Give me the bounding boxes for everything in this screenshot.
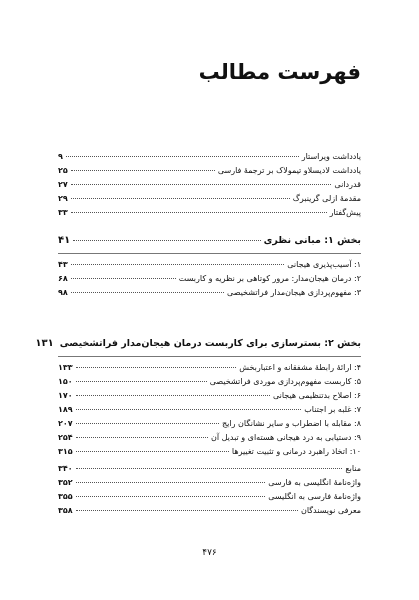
toc-entry-page-number: ۹ [58, 152, 63, 161]
toc-row [58, 403, 361, 417]
toc-entry-label: ۶: اصلاح بدتنظیمی هیجانی [272, 391, 361, 400]
toc-row [58, 389, 361, 403]
toc-entry-label: ۹: دستیابی به درد هیجانی هسته‌ای و تبدیل آن [210, 433, 361, 442]
toc-row [58, 490, 361, 504]
toc-entry-page-number: ۳۳ [58, 208, 68, 217]
toc-entry-page-number: ۶۸ [58, 274, 68, 283]
toc-entry-label: ۲: درمان هیجان‌مدار: مرور کوتاهی بر نظریه و کاربست [178, 274, 361, 283]
toc-row [58, 375, 361, 389]
toc-entry-page-number: ۳۵۵ [58, 492, 73, 501]
toc-entry-label: یادداشت ویراستار [301, 152, 361, 161]
toc-entry-page-number: ۲۵۴ [58, 433, 73, 442]
dot-leader [66, 156, 299, 157]
dot-leader [76, 367, 237, 368]
toc-entry-label: معرفی نویسندگان [300, 506, 361, 515]
toc-entry-label: پیش‌گفتار [329, 208, 361, 217]
page-number: ۴۷۶ [202, 548, 217, 558]
toc-entry-label: واژه‌نامۀ انگلیسی به فارسی [268, 478, 361, 487]
part1-block [58, 232, 361, 300]
toc-entry-page-number: ۳۴۰ [58, 464, 73, 473]
toc-row [58, 361, 361, 375]
back-matter-list [58, 462, 361, 518]
toc-entry-label: واژه‌نامۀ فارسی به انگلیسی [268, 492, 361, 501]
toc-entry-label: مقدمۀ ازلی گرینبرگ [292, 194, 361, 203]
toc-entry-page-number: ۹۸ [58, 288, 68, 297]
dot-leader [76, 451, 229, 452]
dot-leader [76, 395, 270, 396]
section-row [58, 232, 361, 250]
toc-row [58, 150, 361, 164]
toc-entry-page-number: ۴۱ [58, 235, 71, 246]
page-title: فهرست مطالب [198, 60, 361, 84]
dot-leader [76, 468, 343, 469]
toc-entry-label: ۴: ارائۀ رابطۀ مشفقانه و اعتباربخش [239, 363, 361, 372]
dot-leader [71, 292, 224, 293]
toc-row [58, 258, 361, 272]
section-divider [58, 253, 361, 254]
toc-entry-page-number: ۲۵ [58, 166, 68, 175]
section-divider [58, 356, 361, 357]
toc-row [58, 178, 361, 192]
toc-row [58, 192, 361, 206]
dot-leader [76, 496, 266, 497]
dot-leader [71, 198, 290, 199]
toc-entry-label: یادداشت لادیسلاو تیمولاک بر ترجمۀ فارسی [217, 166, 361, 175]
dot-leader [76, 381, 207, 382]
toc-row [58, 417, 361, 431]
section-title: بخش ۱: مبانی نظری [263, 235, 361, 246]
toc-entry-page-number: ۴۳ [58, 260, 68, 269]
dot-leader [76, 437, 208, 438]
section-row [35, 335, 361, 353]
dot-leader [76, 482, 266, 483]
toc-entry-page-number: ۱۳۳ [58, 363, 73, 372]
toc-entry-page-number: ۱۳۱ [35, 338, 54, 349]
toc-entry-page-number: ۱۸۹ [58, 405, 73, 414]
dot-leader [73, 240, 260, 241]
part2-block [35, 335, 361, 459]
dot-leader [71, 184, 332, 185]
front-matter-list [58, 150, 361, 220]
toc-entry-label: قدردانی [334, 180, 361, 189]
toc-entry-page-number: ۳۵۸ [58, 506, 73, 515]
toc-row [58, 476, 361, 490]
toc-entry-page-number: ۱۷۰ [58, 391, 73, 400]
toc-row [58, 286, 361, 300]
toc-entry-label: ۸: مقابله با اضطراب و سایر نشانگان رایج [221, 419, 361, 428]
toc-row [58, 206, 361, 220]
toc-entry-page-number: ۳۱۵ [58, 447, 73, 456]
toc-entry-page-number: ۲۹ [58, 194, 68, 203]
dot-leader [76, 510, 298, 511]
dot-leader [71, 170, 215, 171]
dot-leader [71, 212, 327, 213]
toc-row [58, 272, 361, 286]
toc-entry-label: منابع [345, 464, 361, 473]
dot-leader [71, 278, 176, 279]
toc-entry-label: ۵: کاربست مفهوم‌پردازی موردی فراتشخیصی [209, 377, 361, 386]
toc-entry-page-number: ۲۷ [58, 180, 68, 189]
toc-entry-label: ۷: غلبه بر اجتناب [304, 405, 361, 414]
toc-entry-label: ۱: آسیب‌پذیری هیجانی [287, 260, 361, 269]
toc-row [58, 431, 361, 445]
dot-leader [76, 409, 302, 410]
toc-row [58, 164, 361, 178]
toc-entry-page-number: ۳۵۲ [58, 478, 73, 487]
dot-leader [71, 264, 285, 265]
toc-row [58, 504, 361, 518]
toc-entry-page-number: ۲۰۷ [58, 419, 73, 428]
section-title: بخش ۲: بسترسازی برای کاربست درمان هیجان‌مدار فراتشخیصی [59, 338, 361, 349]
toc-row [58, 445, 361, 459]
toc-entry-label: ۱۰: اتخاذ راهبرد درمانی و تثبیت تغییرها [231, 447, 361, 456]
dot-leader [76, 423, 219, 424]
toc-entry-page-number: ۱۵۰ [58, 377, 73, 386]
toc-row [58, 462, 361, 476]
toc-entry-label: ۳: مفهوم‌پردازی هیجان‌مدار فراتشخیصی [227, 288, 361, 297]
